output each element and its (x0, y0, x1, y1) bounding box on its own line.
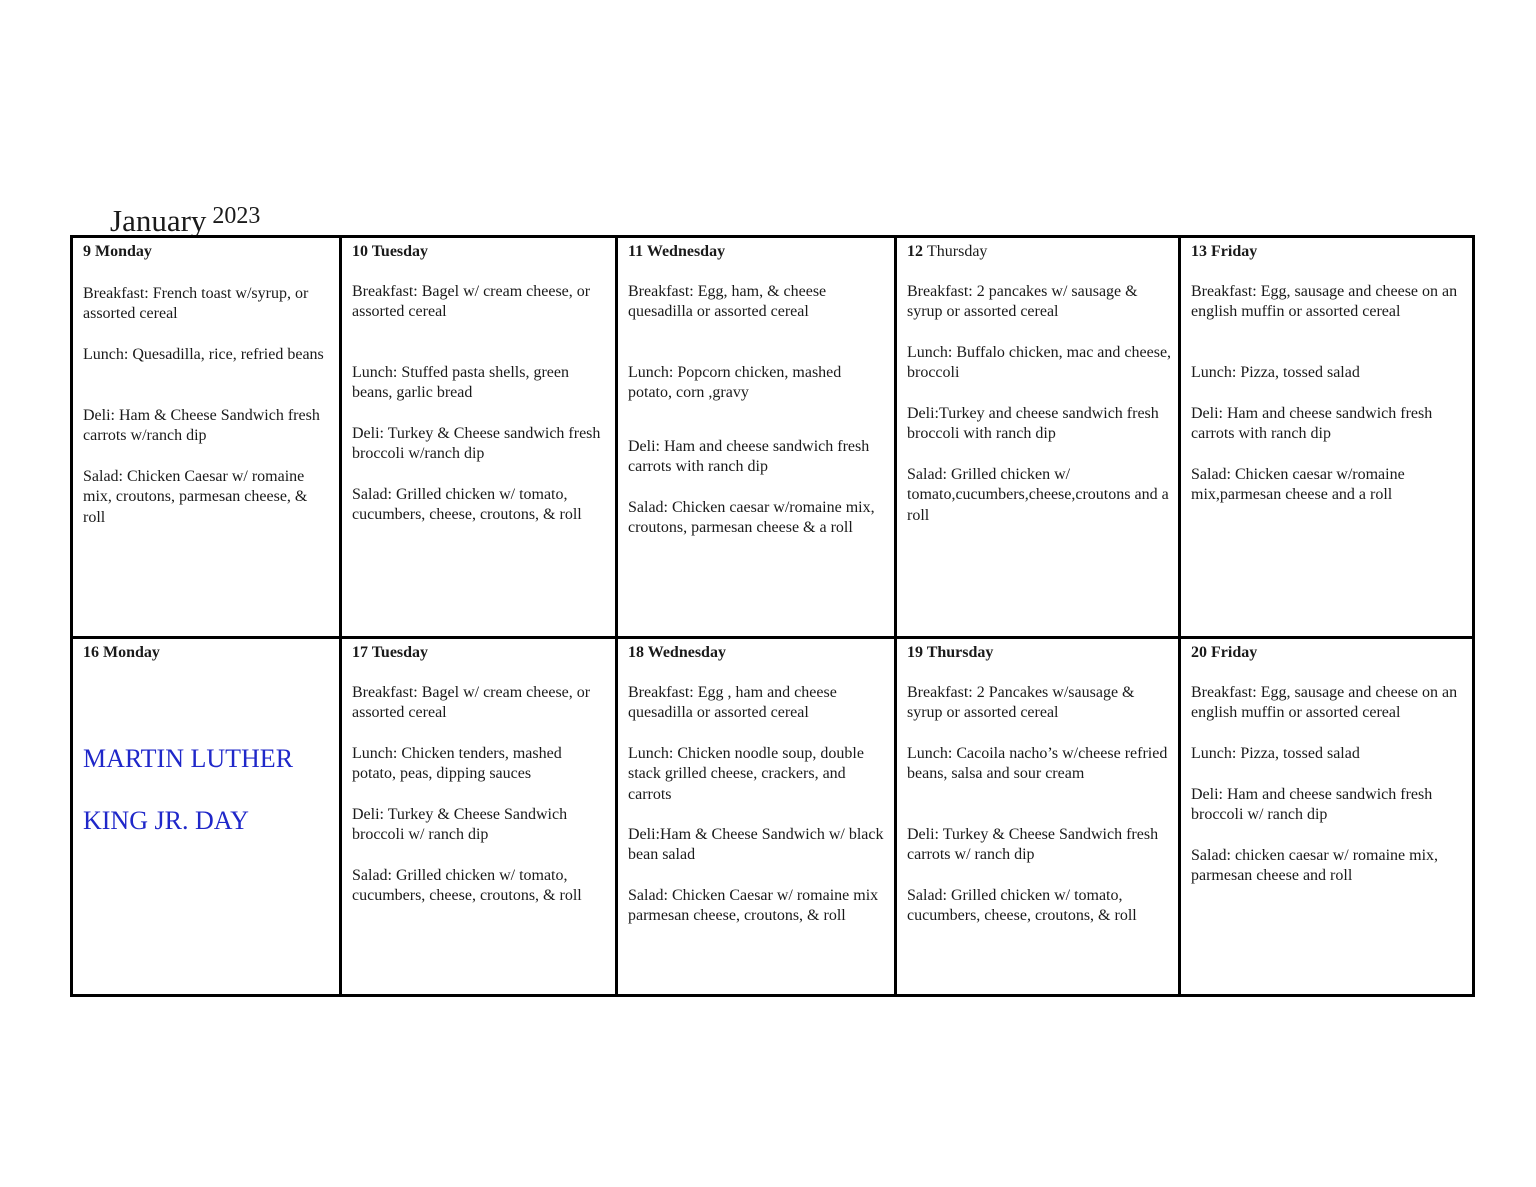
day-cell-jan-12 (897, 238, 1181, 639)
salad-item: Salad: Chicken Caesar w/ romaine mix parmesan cheese, croutons, & roll (628, 887, 879, 925)
day-cell-jan-13 (1181, 238, 1472, 639)
salad-item: Salad: Chicken Caesar w/ romaine mix, croutons, parmesan cheese, & roll (83, 468, 308, 526)
salad-item: Salad: Chicken caesar w/romaine mix, croutons, parmesan cheese & a roll (628, 499, 875, 537)
salad-item: Salad: Chicken caesar w/romaine mix,parmesan cheese and a roll (1191, 466, 1405, 504)
day-cell-jan-16 (73, 639, 342, 994)
day-heading: 18 Wednesday (628, 644, 726, 661)
lunch-item: Lunch: Popcorn chicken, mashed potato, corn ,gravy (628, 364, 842, 402)
holiday-label-line1: MARTIN LUTHER (83, 744, 294, 773)
breakfast-item: Breakfast: 2 Pancakes w/sausage & syrup or assorted cereal (907, 684, 1135, 722)
lunch-item: Lunch: Chicken noodle soup, double stack grilled cheese, crackers, and carrots (628, 745, 864, 803)
breakfast-item: Breakfast: French toast w/syrup, or assorted cereal (83, 285, 309, 323)
day-name: Thursday (927, 243, 988, 260)
lunch-item: Lunch: Chicken tenders, mashed potato, peas, dipping sauces (352, 745, 562, 783)
day-heading: 16 Monday (83, 644, 160, 661)
lunch-item: Lunch: Pizza, tossed salad (1191, 364, 1360, 381)
deli-item: Deli:Turkey and cheese sandwich fresh broccoli with ranch dip (907, 405, 1159, 443)
salad-item: Salad: Grilled chicken w/ tomato, cucumbers, cheese, croutons, & roll (352, 486, 582, 524)
deli-item: Deli: Ham and cheese sandwich fresh carrots with ranch dip (628, 438, 870, 476)
day-number: 12 (907, 243, 923, 260)
deli-item: Deli: Ham and cheese sandwich fresh carrots with ranch dip (1191, 405, 1433, 443)
day-heading: 20 Friday (1191, 644, 1258, 661)
day-cell-jan-19 (897, 639, 1181, 994)
day-cell-jan-11 (618, 238, 897, 639)
day-heading: 17 Tuesday (352, 644, 429, 661)
day-cell-jan-18 (618, 639, 897, 994)
deli-item: Deli: Ham and cheese sandwich fresh broccoli w/ ranch dip (1191, 786, 1433, 824)
salad-item: Salad: Grilled chicken w/ tomato, cucumbers, cheese, croutons, & roll (352, 867, 582, 905)
deli-item: Deli: Ham & Cheese Sandwich fresh carrots w/ranch dip (83, 407, 320, 445)
day-heading (907, 242, 987, 262)
menu-calendar-grid (70, 235, 1475, 997)
salad-item: Salad: chicken caesar w/ romaine mix, parmesan cheese and roll (1191, 847, 1439, 885)
day-heading: 10 Tuesday (352, 243, 429, 260)
salad-item: Salad: Grilled chicken w/ tomato,cucumbers,cheese,croutons and a roll (907, 466, 1169, 524)
day-heading: 13 Friday (1191, 243, 1258, 260)
breakfast-item: Breakfast: Egg , ham and cheese quesadilla or assorted cereal (628, 684, 837, 722)
day-heading: 19 Thursday (907, 644, 994, 661)
year-label: 2023 (212, 203, 261, 229)
lunch-item: Lunch: Quesadilla, rice, refried beans (83, 346, 324, 363)
breakfast-item: Breakfast: 2 pancakes w/ sausage & syrup or assorted cereal (907, 283, 1138, 321)
lunch-item: Lunch: Stuffed pasta shells, green beans, garlic bread (352, 364, 569, 402)
deli-item: Deli: Turkey & Cheese Sandwich fresh carrots w/ ranch dip (907, 826, 1159, 864)
day-cell-jan-10 (342, 238, 618, 639)
month-label: January (110, 203, 207, 238)
breakfast-item: Breakfast: Egg, ham, & cheese quesadilla or assorted cereal (628, 283, 827, 321)
day-cell-jan-9 (73, 238, 342, 639)
lunch-item: Lunch: Buffalo chicken, mac and cheese, broccoli (907, 344, 1172, 382)
day-cell-jan-20 (1181, 639, 1472, 994)
deli-item: Deli: Turkey & Cheese Sandwich broccoli w/ ranch dip (352, 806, 568, 844)
breakfast-item: Breakfast: Egg, sausage and cheese on an english muffin or assorted cereal (1191, 684, 1458, 722)
day-heading: 11 Wednesday (628, 243, 726, 260)
deli-item: Deli:Ham & Cheese Sandwich w/ black bean salad (628, 826, 884, 864)
breakfast-item: Breakfast: Bagel w/ cream cheese, or assorted cereal (352, 684, 591, 722)
lunch-item: Lunch: Pizza, tossed salad (1191, 745, 1360, 762)
deli-item: Deli: Turkey & Cheese sandwich fresh broccoli w/ranch dip (352, 425, 601, 463)
breakfast-item: Breakfast: Bagel w/ cream cheese, or assorted cereal (352, 283, 591, 321)
lunch-item: Lunch: Cacoila nacho’s w/cheese refried beans, salsa and sour cream (907, 745, 1168, 783)
breakfast-item: Breakfast: Egg, sausage and cheese on an english muffin or assorted cereal (1191, 283, 1458, 321)
salad-item: Salad: Grilled chicken w/ tomato, cucumbers, cheese, croutons, & roll (907, 887, 1137, 925)
holiday-label-line2: KING JR. DAY (83, 806, 249, 835)
day-heading: 9 Monday (83, 243, 152, 260)
day-cell-jan-17 (342, 639, 618, 994)
